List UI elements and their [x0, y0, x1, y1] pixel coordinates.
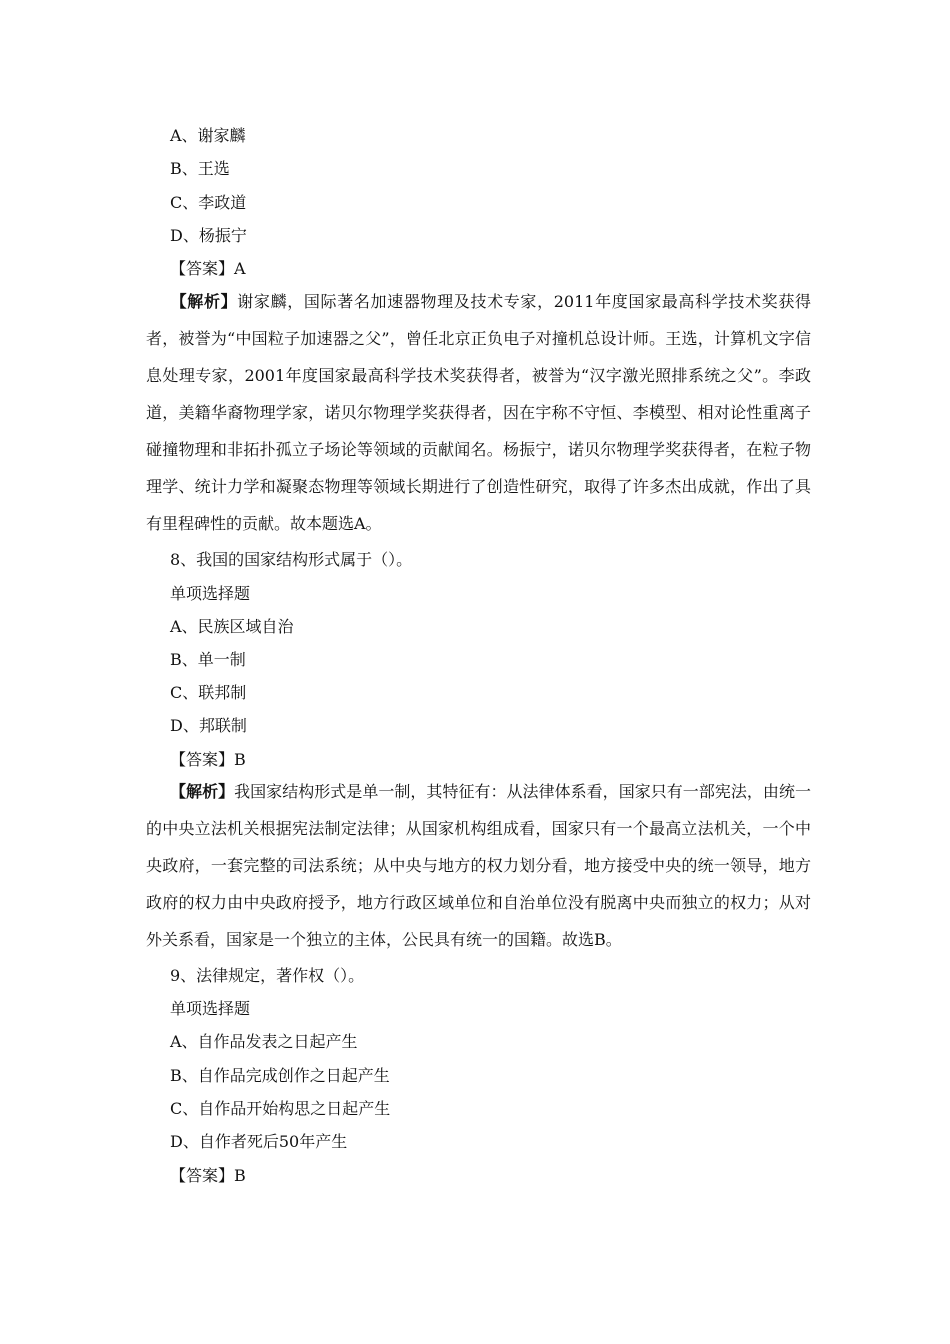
- option-a: A、谢家麟: [170, 126, 246, 145]
- q8-answer-label: 【答案】: [170, 750, 235, 769]
- answer-line: [170, 259, 246, 279]
- question-9-type: 单项选择题: [170, 999, 251, 1018]
- q9-option-d: D、自作者死后50年产生: [170, 1132, 348, 1151]
- question-8-type: 单项选择题: [170, 584, 251, 603]
- q8-option-c: C、联邦制: [170, 683, 247, 702]
- q8-answer-value: B: [234, 750, 246, 769]
- q9-option-c: C、自作品开始构思之日起产生: [170, 1099, 391, 1118]
- q9-option-a: A、自作品发表之日起产生: [170, 1032, 358, 1051]
- q8-analysis-text: 我国家结构形式是单一制，其特征有：从法律体系看，国家只有一部宪法，由统一的中央立法机关根据宪法制定法律；从国家机构组成看，国家只有一个最高立法机关，一个中央政府，一套完整的司法系统；从中央与地方的权力划分看，地方接受中央的统一领导，地方政府的权力由中央政府授予，地方行政区域单位和自治单位没有脱离中央而独立的权力；从对外关系看，国家是一个独立的主体，公民具有统一的国籍。故选B。: [146, 782, 811, 949]
- answer-value: A: [234, 259, 246, 278]
- q8-option-b: B、单一制: [170, 650, 246, 669]
- option-d: D、杨振宁: [170, 226, 247, 245]
- option-c: C、李政道: [170, 193, 247, 212]
- q8-answer-line: [170, 750, 246, 770]
- q8-analysis-label: 【解析】: [170, 782, 235, 801]
- question-8: 8、我国的国家结构形式属于（）。: [170, 550, 413, 569]
- analysis-paragraph: [146, 283, 811, 542]
- q8-option-a: A、民族区域自治: [170, 617, 294, 636]
- option-b: B、王选: [170, 159, 230, 178]
- q9-answer-label: 【答案】: [170, 1166, 235, 1185]
- question-9: 9、法律规定，著作权（）。: [170, 966, 365, 985]
- q8-analysis-paragraph: [146, 773, 811, 958]
- analysis-label: 【解析】: [170, 292, 238, 311]
- q9-option-b: B、自作品完成创作之日起产生: [170, 1066, 390, 1085]
- q9-answer-line: [170, 1166, 246, 1186]
- q8-option-d: D、邦联制: [170, 716, 247, 735]
- analysis-text: 谢家麟，国际著名加速器物理及技术专家，2011年度国家最高科学技术奖获得者，被誉为“中国粒子加速器之父”，曾任北京正负电子对撞机总设计师。王选，计算机文字信息处理专家，2001年度国家最高科学技术奖获得者，被誉为“汉字激光照排系统之父”。李政道，美籍华裔物理学家，诺贝尔物理学奖获得者，因在宇称不守恒、李模型、相对论性重离子碰撞物理和非拓扑孤立子场论等领域的贡献闻名。杨振宁，诺贝尔物理学奖获得者，在粒子物理学、统计力学和凝聚态物理等领域长期进行了创造性研究，取得了许多杰出成就，作出了具有里程碑性的贡献。故本题选A。: [146, 292, 811, 533]
- answer-label: 【答案】: [170, 259, 235, 278]
- q9-answer-value: B: [234, 1166, 246, 1185]
